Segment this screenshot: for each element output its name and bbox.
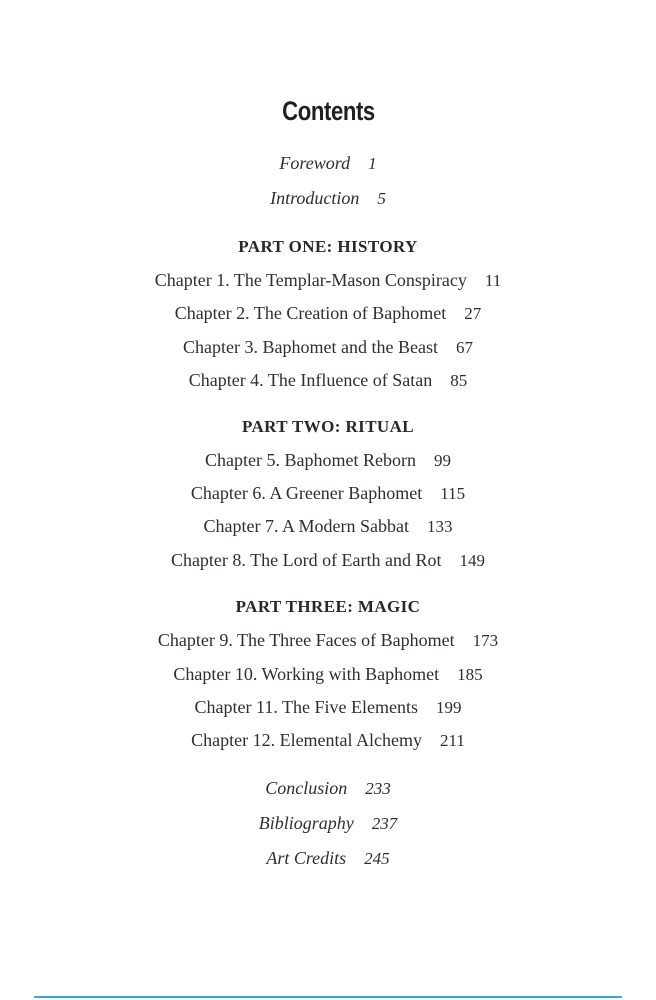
- toc-entry: [0, 510, 656, 543]
- entry-page-number: 245: [364, 848, 390, 868]
- toc-entry: [0, 297, 656, 330]
- entry-title: Foreword: [279, 153, 351, 173]
- entry-page-number: 237: [371, 813, 398, 833]
- back-matter-section: [0, 771, 656, 876]
- part-heading: PART ONE: HISTORY: [238, 237, 418, 256]
- toc-entry: [0, 331, 656, 364]
- part-heading: PART TWO: RITUAL: [241, 416, 415, 436]
- toc-entry: [0, 624, 656, 657]
- toc-entry: [0, 264, 656, 297]
- toc-entry: [0, 691, 656, 724]
- entry-title: Chapter 5. Baphomet Reborn: [205, 449, 416, 470]
- entry-page-number: 11: [484, 271, 502, 290]
- entry-page-number: 211: [440, 731, 465, 751]
- entry-title: Chapter 1. The Templar-Mason Conspiracy: [154, 270, 467, 290]
- toc-entry: [0, 544, 656, 577]
- entry-page-number: 27: [464, 304, 482, 324]
- entry-title: Chapter 4. The Influence of Satan: [188, 370, 433, 391]
- toc-entry: [0, 806, 656, 841]
- entry-title: Chapter 9. The Three Faces of Baphomet: [157, 630, 455, 651]
- toc-entry: [0, 181, 656, 216]
- entry-page-number: 199: [435, 698, 462, 718]
- entry-page-number: 1: [368, 154, 377, 173]
- toc-entry: [0, 477, 656, 510]
- page-bottom-edge-line: [34, 996, 622, 998]
- toc-entry: [0, 724, 656, 757]
- entry-page-number: 85: [450, 371, 468, 391]
- front-matter-section: [0, 146, 656, 216]
- part-three-section: [0, 590, 656, 758]
- toc-entry: [0, 771, 656, 806]
- toc-entry: [0, 658, 656, 691]
- entry-page-number: 67: [455, 337, 473, 357]
- entry-title: Conclusion: [265, 777, 348, 798]
- part-two-section: [0, 410, 656, 578]
- entry-title: Chapter 10. Working with Baphomet: [173, 663, 440, 684]
- part-one-section: [0, 230, 656, 398]
- page-title: [0, 96, 656, 126]
- entry-title: Chapter 11. The Five Elements: [194, 697, 418, 718]
- entry-title: Chapter 2. The Creation of Baphomet: [174, 303, 447, 324]
- page-title-text: Contents: [281, 96, 375, 126]
- entry-title: Chapter 8. The Lord of Earth and Rot: [170, 549, 442, 570]
- entry-page-number: 233: [365, 778, 391, 798]
- part-heading: PART THREE: MAGIC: [235, 597, 421, 617]
- entry-page-number: 133: [426, 517, 453, 537]
- entry-page-number: 173: [472, 631, 499, 651]
- entry-page-number: 99: [433, 450, 451, 470]
- entry-page-number: 185: [457, 664, 483, 684]
- entry-title: Chapter 12. Elemental Alchemy: [191, 730, 423, 751]
- toc-entry: [0, 444, 656, 477]
- entry-page-number: 149: [459, 550, 486, 570]
- entry-title: Chapter 3. Baphomet and the Beast: [183, 336, 438, 357]
- toc-entry: [0, 364, 656, 397]
- toc-entry: [0, 146, 656, 181]
- entry-title: Introduction: [270, 188, 360, 208]
- entry-title: Chapter 7. A Modern Sabbat: [203, 516, 409, 537]
- toc-entry: [0, 841, 656, 876]
- entry-title: Bibliography: [258, 812, 354, 833]
- entry-title: Chapter 6. A Greener Baphomet: [190, 483, 423, 504]
- entry-page-number: 115: [440, 484, 466, 504]
- entry-page-number: 5: [377, 189, 386, 208]
- entry-title: Art Credits: [266, 847, 347, 868]
